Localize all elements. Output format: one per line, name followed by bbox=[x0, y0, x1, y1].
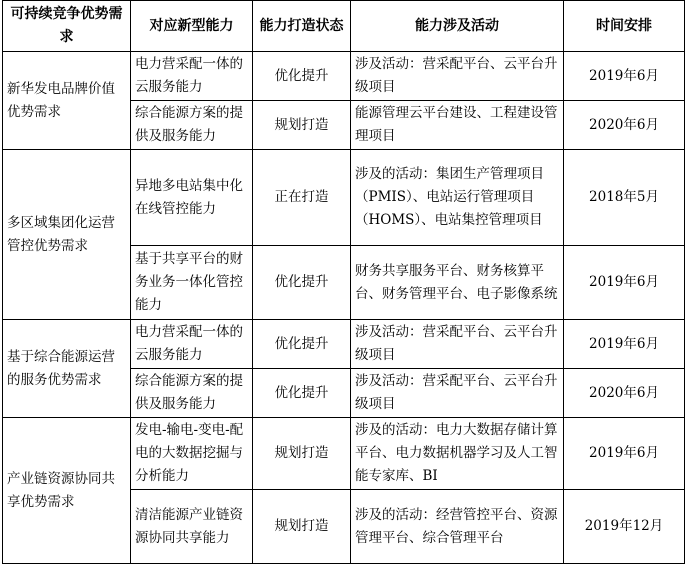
time-cell: 2020年6月 bbox=[564, 101, 685, 150]
time-cell: 2019年6月 bbox=[564, 320, 685, 369]
table-row bbox=[3, 150, 685, 246]
activities-cell: 财务共享服务平台、财务核算平台、财务管理平台、电子影像系统 bbox=[351, 246, 564, 320]
capability-cell: 清洁能源产业链资源协同共享能力 bbox=[131, 490, 253, 564]
status-cell: 优化提升 bbox=[253, 320, 351, 369]
capability-cell: 电力营采配一体的云服务能力 bbox=[131, 320, 253, 369]
header-capability: 对应新型能力 bbox=[131, 1, 253, 52]
table-row bbox=[3, 418, 685, 490]
status-cell: 规划打造 bbox=[253, 490, 351, 564]
status-cell: 优化提升 bbox=[253, 52, 351, 101]
capability-table bbox=[2, 0, 685, 564]
status-cell: 规划打造 bbox=[253, 101, 351, 150]
capability-cell: 综合能源方案的提供及服务能力 bbox=[131, 101, 253, 150]
activities-cell: 涉及活动：营采配平台、云平台升级项目 bbox=[351, 52, 564, 101]
activities-cell: 涉及的活动：集团生产管理项目（PMIS）、电站运行管理项目（HOMS）、电站集控管理项目 bbox=[351, 150, 564, 246]
activities-cell: 涉及活动：营采配平台、云平台升级项目 bbox=[351, 369, 564, 418]
header-activities: 能力涉及活动 bbox=[351, 1, 564, 52]
time-cell: 2020年6月 bbox=[564, 369, 685, 418]
table-row bbox=[3, 320, 685, 369]
time-cell: 2019年6月 bbox=[564, 418, 685, 490]
time-cell: 2018年5月 bbox=[564, 150, 685, 246]
status-cell: 正在打造 bbox=[253, 150, 351, 246]
table-row bbox=[3, 52, 685, 101]
activities-cell: 涉及的活动：经营管控平台、资源管理平台、综合管理平台 bbox=[351, 490, 564, 564]
capability-cell: 异地多电站集中化在线管控能力 bbox=[131, 150, 253, 246]
time-cell: 2019年6月 bbox=[564, 246, 685, 320]
activities-cell: 涉及活动：营采配平台、云平台升级项目 bbox=[351, 320, 564, 369]
need-cell: 新华发电品牌价值优势需求 bbox=[3, 52, 131, 150]
header-status: 能力打造状态 bbox=[253, 1, 351, 52]
capability-cell: 电力营采配一体的云服务能力 bbox=[131, 52, 253, 101]
capability-cell: 综合能源方案的提供及服务能力 bbox=[131, 369, 253, 418]
header-time: 时间安排 bbox=[564, 1, 685, 52]
need-cell: 多区域集团化运营管控优势需求 bbox=[3, 150, 131, 320]
header-need: 可持续竞争优势需求 bbox=[3, 1, 131, 52]
status-cell: 规划打造 bbox=[253, 418, 351, 490]
time-cell: 2019年6月 bbox=[564, 52, 685, 101]
capability-cell: 基于共享平台的财务业务一体化管控能力 bbox=[131, 246, 253, 320]
status-cell: 优化提升 bbox=[253, 246, 351, 320]
need-cell: 基于综合能源运营的服务优势需求 bbox=[3, 320, 131, 418]
need-cell: 产业链资源协同共享优势需求 bbox=[3, 418, 131, 564]
capability-cell: 发电-输电-变电-配电的大数据挖掘与分析能力 bbox=[131, 418, 253, 490]
header-row bbox=[3, 1, 685, 52]
status-cell: 优化提升 bbox=[253, 369, 351, 418]
time-cell: 2019年12月 bbox=[564, 490, 685, 564]
activities-cell: 涉及的活动：电力大数据存储计算平台、电力数据机器学习及人工智能专家库、BI bbox=[351, 418, 564, 490]
activities-cell: 能源管理云平台建设、工程建设管理项目 bbox=[351, 101, 564, 150]
table-container bbox=[2, 0, 685, 564]
